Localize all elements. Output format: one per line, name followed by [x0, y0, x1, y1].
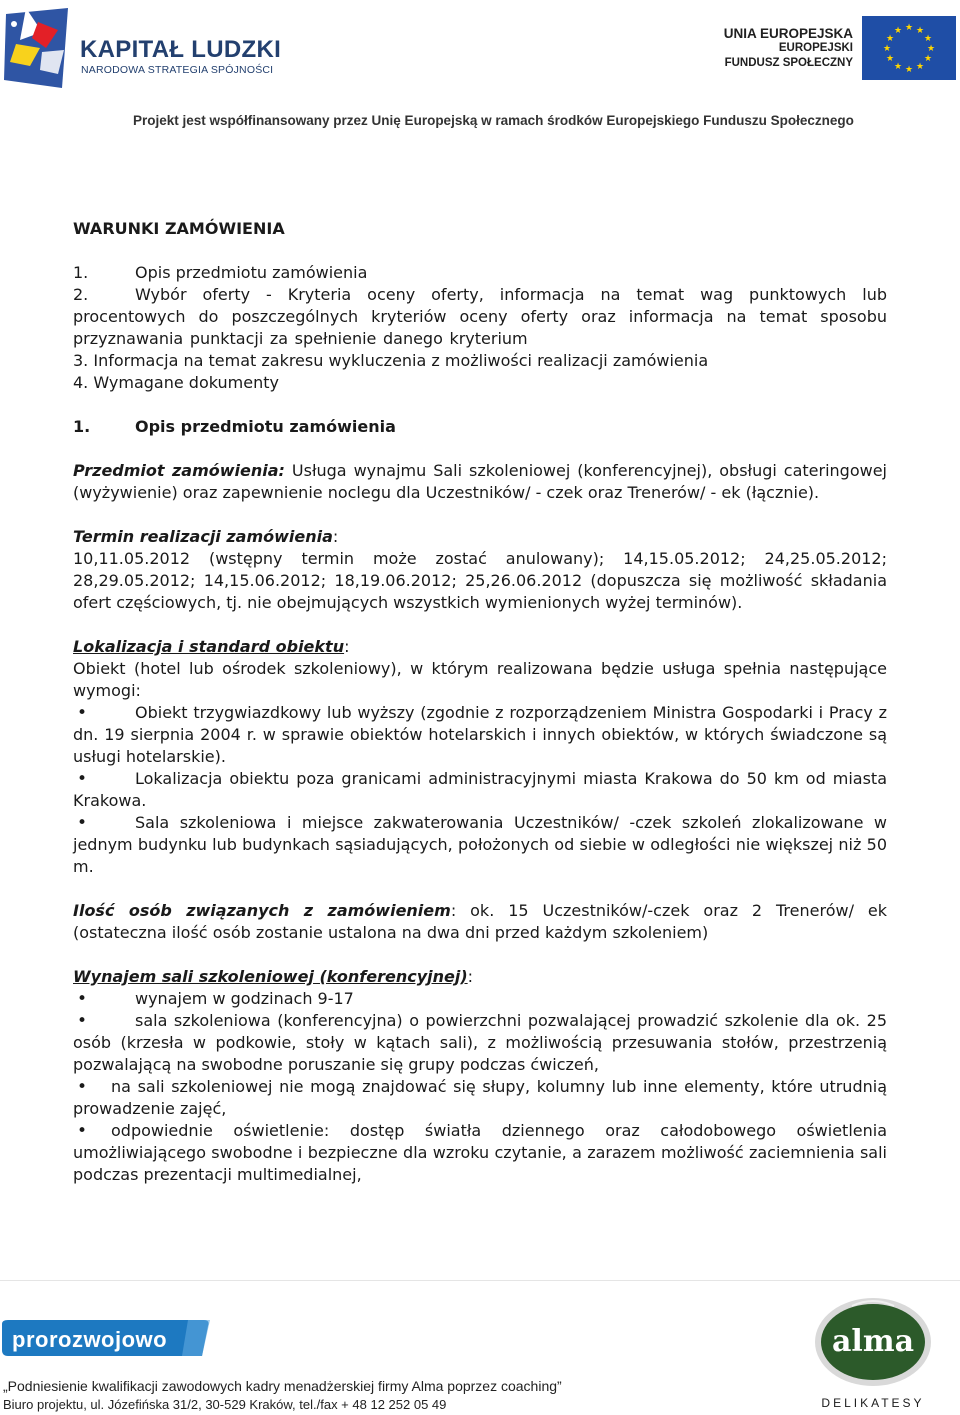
termin-label: Termin realizacji zamówienia	[73, 527, 333, 546]
wynajem-bullet-1-text: wynajem w godzinach 9-17	[135, 989, 354, 1008]
toc-item-4-num: 4.	[73, 373, 89, 392]
toc-item-2-num: 2.	[73, 285, 89, 304]
wynajem-bullet-3	[73, 1076, 887, 1120]
bullet-icon	[73, 812, 135, 834]
przedmiot-text: Usługa wynajmu Sali szkoleniowej (konferencyjnej), obsługi cateringowej (wyżywienie) oraz zapewnienie noclegu dla Uczestników/ - czek oraz Trenerów/ - ek (łącznie).	[73, 461, 887, 502]
bullet-icon	[73, 1010, 135, 1032]
wynajem-bullet-2-text: sala szkoleniowa (konferencyjna) o powierzchni pozwalającej prowadzić szkolenie dla ok. 25 osób (krzesła w podkowie, stoły w kątach sali), z możliwością przesuwania stołów, przestrzenią pozwalającą na swobodne poruszanie się grupy podczas ćwiczeń,	[73, 1011, 887, 1074]
termin-heading	[73, 526, 887, 548]
lokalizacja-bullet-3	[73, 812, 887, 878]
svg-text:★: ★	[923, 34, 933, 44]
lokalizacja-bullet-2-text: Lokalizacja obiektu poza granicami administracyjnymi miasta Krakowa do 50 km od miasta Krakowa.	[73, 769, 887, 810]
svg-text:★: ★	[923, 54, 933, 64]
przedmiot-paragraph	[73, 460, 887, 504]
footer-divider	[0, 1280, 960, 1281]
toc-item-4	[73, 372, 887, 394]
svg-text:★: ★	[915, 62, 925, 72]
svg-text:★: ★	[882, 44, 892, 54]
wynajem-bullet-1	[73, 988, 887, 1010]
wynajem-bullet-4	[73, 1120, 887, 1186]
section-1-num: 1.	[73, 417, 91, 436]
svg-text:★: ★	[926, 44, 936, 54]
wynajem-bullet-4-text: odpowiednie oświetlenie: dostęp światła dziennego oraz całodobowego oświetlenia umożliwiającego swobodne i bezpieczne dla wzroku czytanie, a zarazem możliwość zaciemnienia sali podczas prezentacji multimedialnej,	[73, 1121, 887, 1184]
wynajem-bullet-2	[73, 1010, 887, 1076]
wynajem-heading	[73, 966, 887, 988]
toc-item-2-text: Wybór oferty - Kryteria oceny oferty, informacja na temat wag punktowych lub procentowych do poszczególnych kryteriów oceny oferty oraz informacja na temat sposobu przyznawania punktacji za spełnienie danego kryterium	[73, 285, 887, 348]
lokalizacja-bullet-2	[73, 768, 887, 812]
wynajem-label: Wynajem sali szkoleniowej (konferencyjnej)	[73, 967, 468, 986]
kapital-ludzki-title: KAPITAŁ LUDZKI	[80, 36, 282, 63]
toc-item-4-text: Wymagane dokumenty	[93, 373, 279, 392]
document-body	[73, 218, 887, 1186]
toc-item-1	[73, 262, 887, 284]
przedmiot-label: Przedmiot zamówienia:	[73, 461, 285, 480]
wynajem-bullet-3-text: na sali szkoleniowej nie mogą znajdować się słupy, kolumny lub inne elementy, które utrudnią prowadzenie zajęć,	[73, 1077, 887, 1118]
kapital-ludzki-subtitle: NARODOWA STRATEGIA SPÓJNOŚCI	[81, 64, 274, 76]
bullet-icon	[73, 768, 135, 790]
svg-text:★: ★	[904, 23, 914, 33]
delikatesy-label: DELIKATESY	[821, 1396, 925, 1410]
footer-project-name: „Podniesienie kwalifikacji zawodowych kadry menadżerskiej firmy Alma poprzez coaching”	[3, 1378, 562, 1394]
svg-text:★: ★	[915, 26, 925, 36]
ilosc-label: Ilość osób związanych z zamówieniem	[73, 901, 451, 920]
bullet-icon	[73, 702, 135, 724]
ilosc-text: : ok. 15 Uczestników/-czek oraz 2 Trenerów/ ek (ostateczna ilość osób zostanie ustalona na dwa dni przed każdym szkoleniem)	[73, 901, 887, 942]
svg-text:★: ★	[893, 26, 903, 36]
lokalizacja-heading	[73, 636, 887, 658]
bullet-icon	[73, 1120, 111, 1142]
eu-label-line3: FUNDUSZ SPOŁECZNY	[724, 57, 853, 69]
section-1-heading	[73, 416, 887, 438]
toc-item-1-num: 1.	[73, 263, 89, 282]
toc-item-3-text: Informacja na temat zakresu wykluczenia z możliwości realizacji zamówienia	[93, 351, 709, 370]
toc-item-3	[73, 350, 887, 372]
kapital-ludzki-logo	[2, 4, 292, 94]
bullet-icon	[73, 988, 135, 1010]
svg-text:★: ★	[904, 65, 914, 75]
section-1-title: Opis przedmiotu zamówienia	[135, 417, 396, 436]
lokalizacja-bullet-3-text: Sala szkoleniowa i miejsce zakwaterowania Uczestników/ -czek szkoleń zlokalizowane w jednym budynku lub budynkach sąsiadujących, położonych od siebie w odległości nie większej niż 50 m.	[73, 813, 887, 876]
lokalizacja-bullet-1-text: Obiekt trzygwiazdkowy lub wyższy (zgodnie z rozporządzeniem Ministra Gospodarki i Pracy z dn. 19 sierpnia 2004 r. w sprawie obiektów hotelarskich i innych obiektów, w których świadczone są usługi hotelarskie).	[73, 703, 887, 766]
eu-label-line2: EUROPEJSKI	[778, 42, 853, 54]
alma-logo-text: alma	[831, 1324, 915, 1359]
lokalizacja-bullet-1	[73, 702, 887, 768]
lokalizacja-colon: :	[344, 637, 350, 656]
svg-text:★: ★	[885, 34, 895, 44]
eu-flag-icon	[862, 16, 956, 80]
svg-text:★: ★	[885, 54, 895, 64]
prorozwojowo-logo-text: prorozwojowo	[12, 1327, 168, 1352]
svg-text:★: ★	[893, 62, 903, 72]
kapital-ludzki-emblem-icon	[2, 4, 74, 92]
lokalizacja-intro: Obiekt (hotel lub ośrodek szkoleniowy), w którym realizowana będzie usługa spełnia następujące wymogi:	[73, 659, 887, 700]
toc-item-2	[73, 284, 887, 350]
eu-label-line1: UNIA EUROPEJSKA	[723, 26, 853, 41]
ilosc-paragraph	[73, 900, 887, 944]
termin-colon: :	[332, 527, 339, 546]
document-title: WARUNKI ZAMÓWIENIA	[73, 219, 285, 238]
termin-text: 10,11.05.2012 (wstępny termin może zostać anulowany); 14,15.05.2012; 24,25.05.2012; 28,29.05.2012; 14,15.06.2012; 18,19.06.2012; 25,26.06.2012 (dopuszcza się możliwość składania ofert częściowych, tj. nie obejmujących wszystkich wymienionych wyżej terminów).	[73, 549, 887, 612]
cofinancing-note: Projekt jest współfinansowany przez Unię Europejską w ramach środków Europejskiego Funduszu Społecznego	[133, 113, 854, 128]
eu-label	[724, 26, 853, 71]
toc-item-3-num: 3.	[73, 351, 89, 370]
wynajem-colon: :	[467, 967, 474, 986]
bullet-icon	[73, 1076, 111, 1098]
lokalizacja-label: Lokalizacja i standard obiektu	[73, 637, 345, 656]
toc-item-1-text: Opis przedmiotu zamówienia	[135, 263, 368, 282]
footer-address: Biuro projektu, ul. Józefińska 31/2, 30-529 Kraków, tel./fax + 48 12 252 05 49	[3, 1397, 447, 1412]
